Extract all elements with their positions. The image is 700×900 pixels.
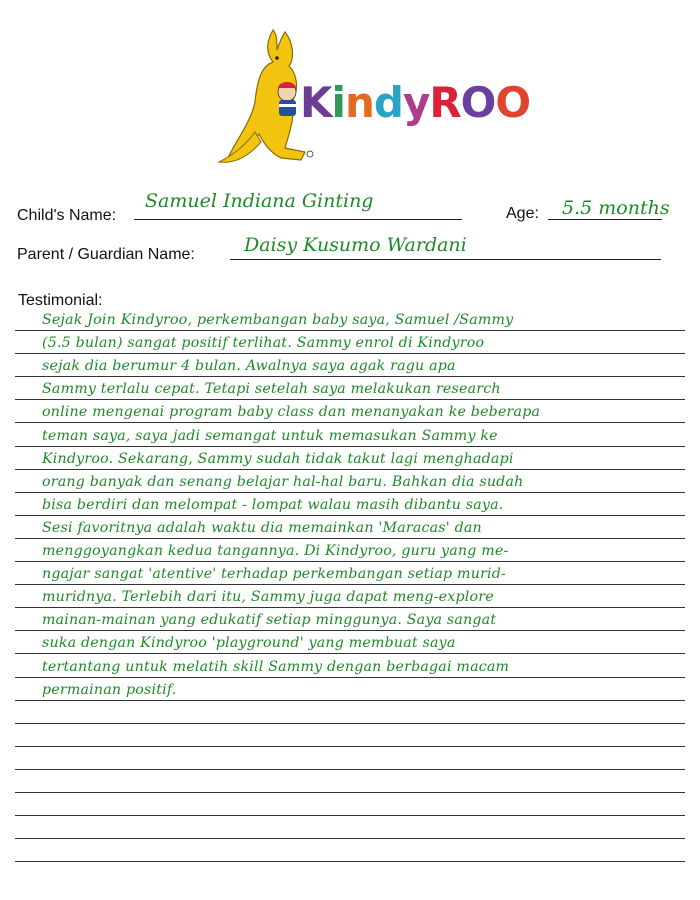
- ruled-line: [15, 446, 685, 447]
- ruled-line: [15, 584, 685, 585]
- ruled-line: [15, 700, 685, 701]
- brand-letter: i: [331, 78, 345, 127]
- ruled-line: [15, 492, 685, 493]
- testimonial-line: menggoyangkan kedua tangannya. Di Kindyroo, guru yang me-: [42, 543, 509, 559]
- testimonial-line: mainan-mainan yang edukatif setiap minggunya. Saya sangat: [42, 612, 497, 629]
- testimonial-line: suka dengan Kindyroo 'playground' yang membuat saya: [42, 635, 456, 652]
- testimonial-line: online mengenai program baby class dan menanyakan ke beberapa: [42, 404, 541, 421]
- ruled-line: [15, 746, 685, 747]
- brand-letter: K: [300, 78, 332, 127]
- ruled-line: [15, 538, 685, 539]
- brand-logo-text: [300, 78, 530, 127]
- child-name-label: Child's Name:: [17, 207, 117, 224]
- ruled-line: [15, 630, 685, 631]
- brand-letter: d: [373, 78, 403, 127]
- parent-name-line: [230, 259, 661, 260]
- brand-letter: R: [429, 78, 461, 127]
- age-value: 5.5 months: [562, 197, 670, 219]
- ruled-line: [15, 469, 685, 470]
- child-name-line: [134, 219, 462, 220]
- testimonial-line: permainan positif.: [42, 681, 177, 698]
- age-line: [548, 219, 662, 220]
- testimonial-line: ngajar sangat 'atentive' terhadap perkembangan setiap murid-: [42, 566, 507, 583]
- ruled-line: [15, 815, 685, 816]
- ruled-line: [15, 677, 685, 678]
- testimonial-line: muridnya. Terlebih dari itu, Sammy juga dapat meng-explore: [42, 589, 494, 606]
- testimonial-line: Sesi favoritnya adalah waktu dia memainkan 'Maracas' dan: [42, 519, 482, 536]
- brand-letter: y: [402, 78, 430, 127]
- brand-letter: O: [460, 78, 496, 127]
- brand-letter: n: [344, 78, 374, 127]
- ruled-line: [15, 353, 685, 354]
- ruled-line: [15, 861, 685, 862]
- child-name-value: Samuel Indiana Ginting: [145, 190, 374, 212]
- testimonial-line: sejak dia berumur 4 bulan. Awalnya saya agak ragu apa: [42, 358, 456, 375]
- age-label: Age:: [506, 205, 539, 222]
- ruled-line: [15, 769, 685, 770]
- testimonial-line: orang banyak dan senang belajar hal-hal baru. Bahkan dia sudah: [42, 473, 524, 490]
- testimonial-line: Sammy terlalu cepat. Tetapi setelah saya melakukan research: [42, 381, 501, 398]
- ruled-line: [15, 607, 685, 608]
- testimonial-label: Testimonial:: [18, 292, 103, 309]
- parent-name-label: Parent / Guardian Name:: [17, 246, 195, 263]
- brand-letter: O: [495, 78, 531, 127]
- testimonial-line: bisa berdiri dan melompat - lompat walau masih dibantu saya.: [42, 496, 504, 513]
- testimonial-line: tertantang untuk melatih skill Sammy dengan berbagai macam: [42, 658, 510, 675]
- ruled-line: [15, 838, 685, 839]
- ruled-line: [15, 330, 685, 331]
- ruled-line: [15, 399, 685, 400]
- testimonial-line: teman saya, saya jadi semangat untuk memasukan Sammy ke: [42, 427, 498, 444]
- ruled-line: [15, 561, 685, 562]
- testimonial-line: (5.5 bulan) sangat positif terlihat. Sammy enrol di Kindyroo: [42, 335, 485, 352]
- testimonial-line: Kindyroo. Sekarang, Sammy sudah tidak takut lagi menghadapi: [42, 450, 514, 467]
- ruled-line: [15, 653, 685, 654]
- ruled-line: [15, 422, 685, 423]
- ruled-line: [15, 792, 685, 793]
- ruled-line: [15, 723, 685, 724]
- parent-name-value: Daisy Kusumo Wardani: [244, 234, 467, 256]
- ruled-line: [15, 376, 685, 377]
- testimonial-line: Sejak Join Kindyroo, perkembangan baby saya, Samuel /Sammy: [42, 312, 514, 328]
- ruled-line: [15, 515, 685, 516]
